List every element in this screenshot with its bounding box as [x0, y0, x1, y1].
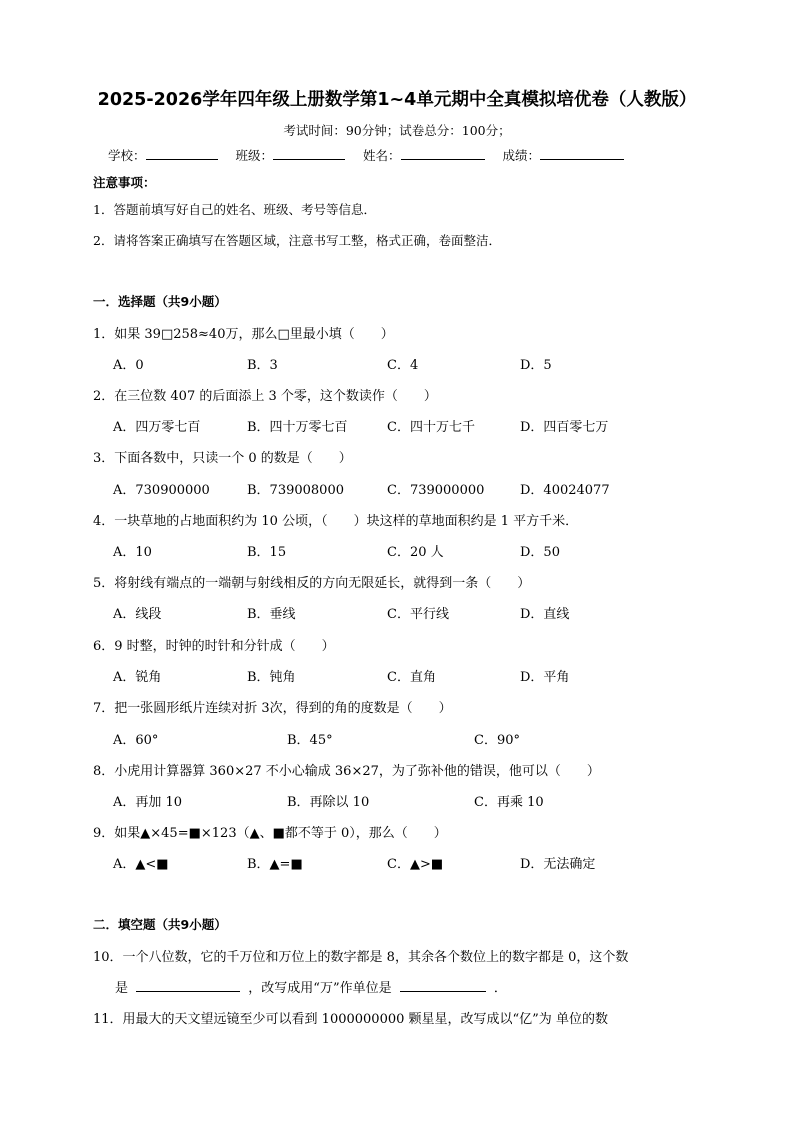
class-blank[interactable] — [273, 147, 345, 160]
option-b[interactable]: B．▲=■ — [247, 857, 303, 872]
option-d[interactable]: D．四百零七万 — [520, 420, 609, 435]
option-a[interactable]: A．锐角 — [113, 670, 162, 685]
exam-info: 考试时间：90分钟；试卷总分：100分； — [283, 123, 511, 138]
page-title: 2025-2026学年四年级上册数学第1~4单元期中全真模拟培优卷（人教版） — [97, 90, 697, 110]
option-a[interactable]: A．0 — [113, 358, 144, 373]
option-a[interactable]: A．线段 — [113, 607, 162, 622]
question-10: 10．一个八位数，它的千万位和万位上的数字都是 8，其余各个数位上的数字都是 0，这个数 — [93, 950, 629, 965]
class-field — [236, 146, 346, 164]
question-1: 1．如果 39□258≈40万，那么□里最小填（ ） — [93, 327, 394, 342]
answer-blank[interactable] — [400, 979, 486, 992]
score-blank[interactable] — [540, 147, 624, 160]
score-label: 成绩： — [502, 148, 541, 163]
option-a[interactable]: A．730900000 — [113, 483, 210, 498]
question-3: 3．下面各数中，只读一个 0 的数是（ ） — [93, 451, 352, 466]
answer-blank[interactable] — [136, 979, 240, 992]
question-6: 6．9 时整，时钟的时针和分针成（ ） — [93, 639, 335, 654]
option-d[interactable]: D．直线 — [520, 607, 570, 622]
score-field — [503, 146, 625, 164]
option-c[interactable]: C．4 — [387, 358, 419, 373]
name-blank[interactable] — [401, 147, 485, 160]
option-b[interactable]: B．739008000 — [247, 483, 344, 498]
option-a[interactable]: A．10 — [113, 545, 152, 560]
question-10-prefix: 是 — [115, 981, 129, 996]
option-d[interactable]: D．平角 — [520, 670, 570, 685]
school-blank[interactable] — [146, 147, 218, 160]
question-4: 4．一块草地的占地面积约为 10 公顷，（ ）块这样的草地面积约是 1 平方千米． — [93, 514, 579, 529]
option-a[interactable]: A．再加 10 — [113, 795, 183, 810]
question-8: 8．小虎用计算器算 360×27 不小心输成 36×27，为了弥补他的错误，他可以（ ） — [93, 764, 600, 779]
option-b[interactable]: B．钝角 — [247, 670, 296, 685]
option-d[interactable]: D．50 — [520, 545, 560, 560]
school-label: 学校： — [108, 148, 146, 163]
name-label: 姓名： — [363, 148, 401, 163]
class-label: 班级： — [235, 148, 274, 163]
note-item: 2．请将答案正确填写在答题区域，注意书写工整，格式正确，卷面整洁． — [93, 233, 501, 248]
question-10-line2 — [115, 977, 507, 996]
question-7: 7．把一张圆形纸片连续对折 3次，得到的角的度数是（ ） — [93, 701, 452, 716]
section-title-choice: 一．选择题（共9小题） — [93, 294, 227, 309]
option-b[interactable]: B．3 — [247, 358, 278, 373]
option-c[interactable]: C．再乘 10 — [474, 795, 544, 810]
option-c[interactable]: C．▲>■ — [387, 857, 444, 872]
option-d[interactable]: D．5 — [520, 358, 552, 373]
question-10-middle: ，改写成用“万”作单位是 — [248, 981, 392, 996]
question-2: 2．在三位数 407 的后面添上 3 个零，这个数读作（ ） — [93, 389, 437, 404]
option-d[interactable]: D．无法确定 — [520, 857, 596, 872]
option-c[interactable]: C．739000000 — [387, 483, 485, 498]
option-a[interactable]: A．四万零七百 — [113, 420, 201, 435]
option-b[interactable]: B．15 — [247, 545, 287, 560]
question-9: 9．如果▲×45=■×123（▲、■都不等于 0），那么（ ） — [93, 826, 447, 841]
option-c[interactable]: C．90° — [474, 733, 520, 748]
question-10-suffix: ． — [493, 981, 507, 996]
option-d[interactable]: D．40024077 — [520, 483, 610, 498]
student-fields — [108, 146, 638, 164]
option-c[interactable]: C．四十万七千 — [387, 420, 475, 435]
option-b[interactable]: B．垂线 — [247, 607, 296, 622]
option-c[interactable]: C．直角 — [387, 670, 436, 685]
notes-heading: 注意事项： — [93, 175, 156, 190]
name-field — [363, 146, 485, 164]
option-b[interactable]: B．再除以 10 — [287, 795, 370, 810]
option-c[interactable]: C．20 人 — [387, 545, 444, 560]
option-a[interactable]: A．▲<■ — [113, 857, 169, 872]
option-b[interactable]: B．四十万零七百 — [247, 420, 348, 435]
option-a[interactable]: A．60° — [113, 733, 159, 748]
option-b[interactable]: B．45° — [287, 733, 333, 748]
school-field — [108, 146, 218, 164]
note-item: 1．答题前填写好自己的姓名、班级、考号等信息． — [93, 202, 376, 217]
option-c[interactable]: C．平行线 — [387, 607, 449, 622]
question-5: 5．将射线有端点的一端朝与射线相反的方向无限延长，就得到一条（ ） — [93, 576, 531, 591]
question-11: 11．用最大的天文望远镜至少可以看到 1000000000 颗星星，改写成以“亿”为 单位的数 — [93, 1012, 608, 1027]
section-title-fill: 二．填空题（共9小题） — [93, 917, 227, 932]
